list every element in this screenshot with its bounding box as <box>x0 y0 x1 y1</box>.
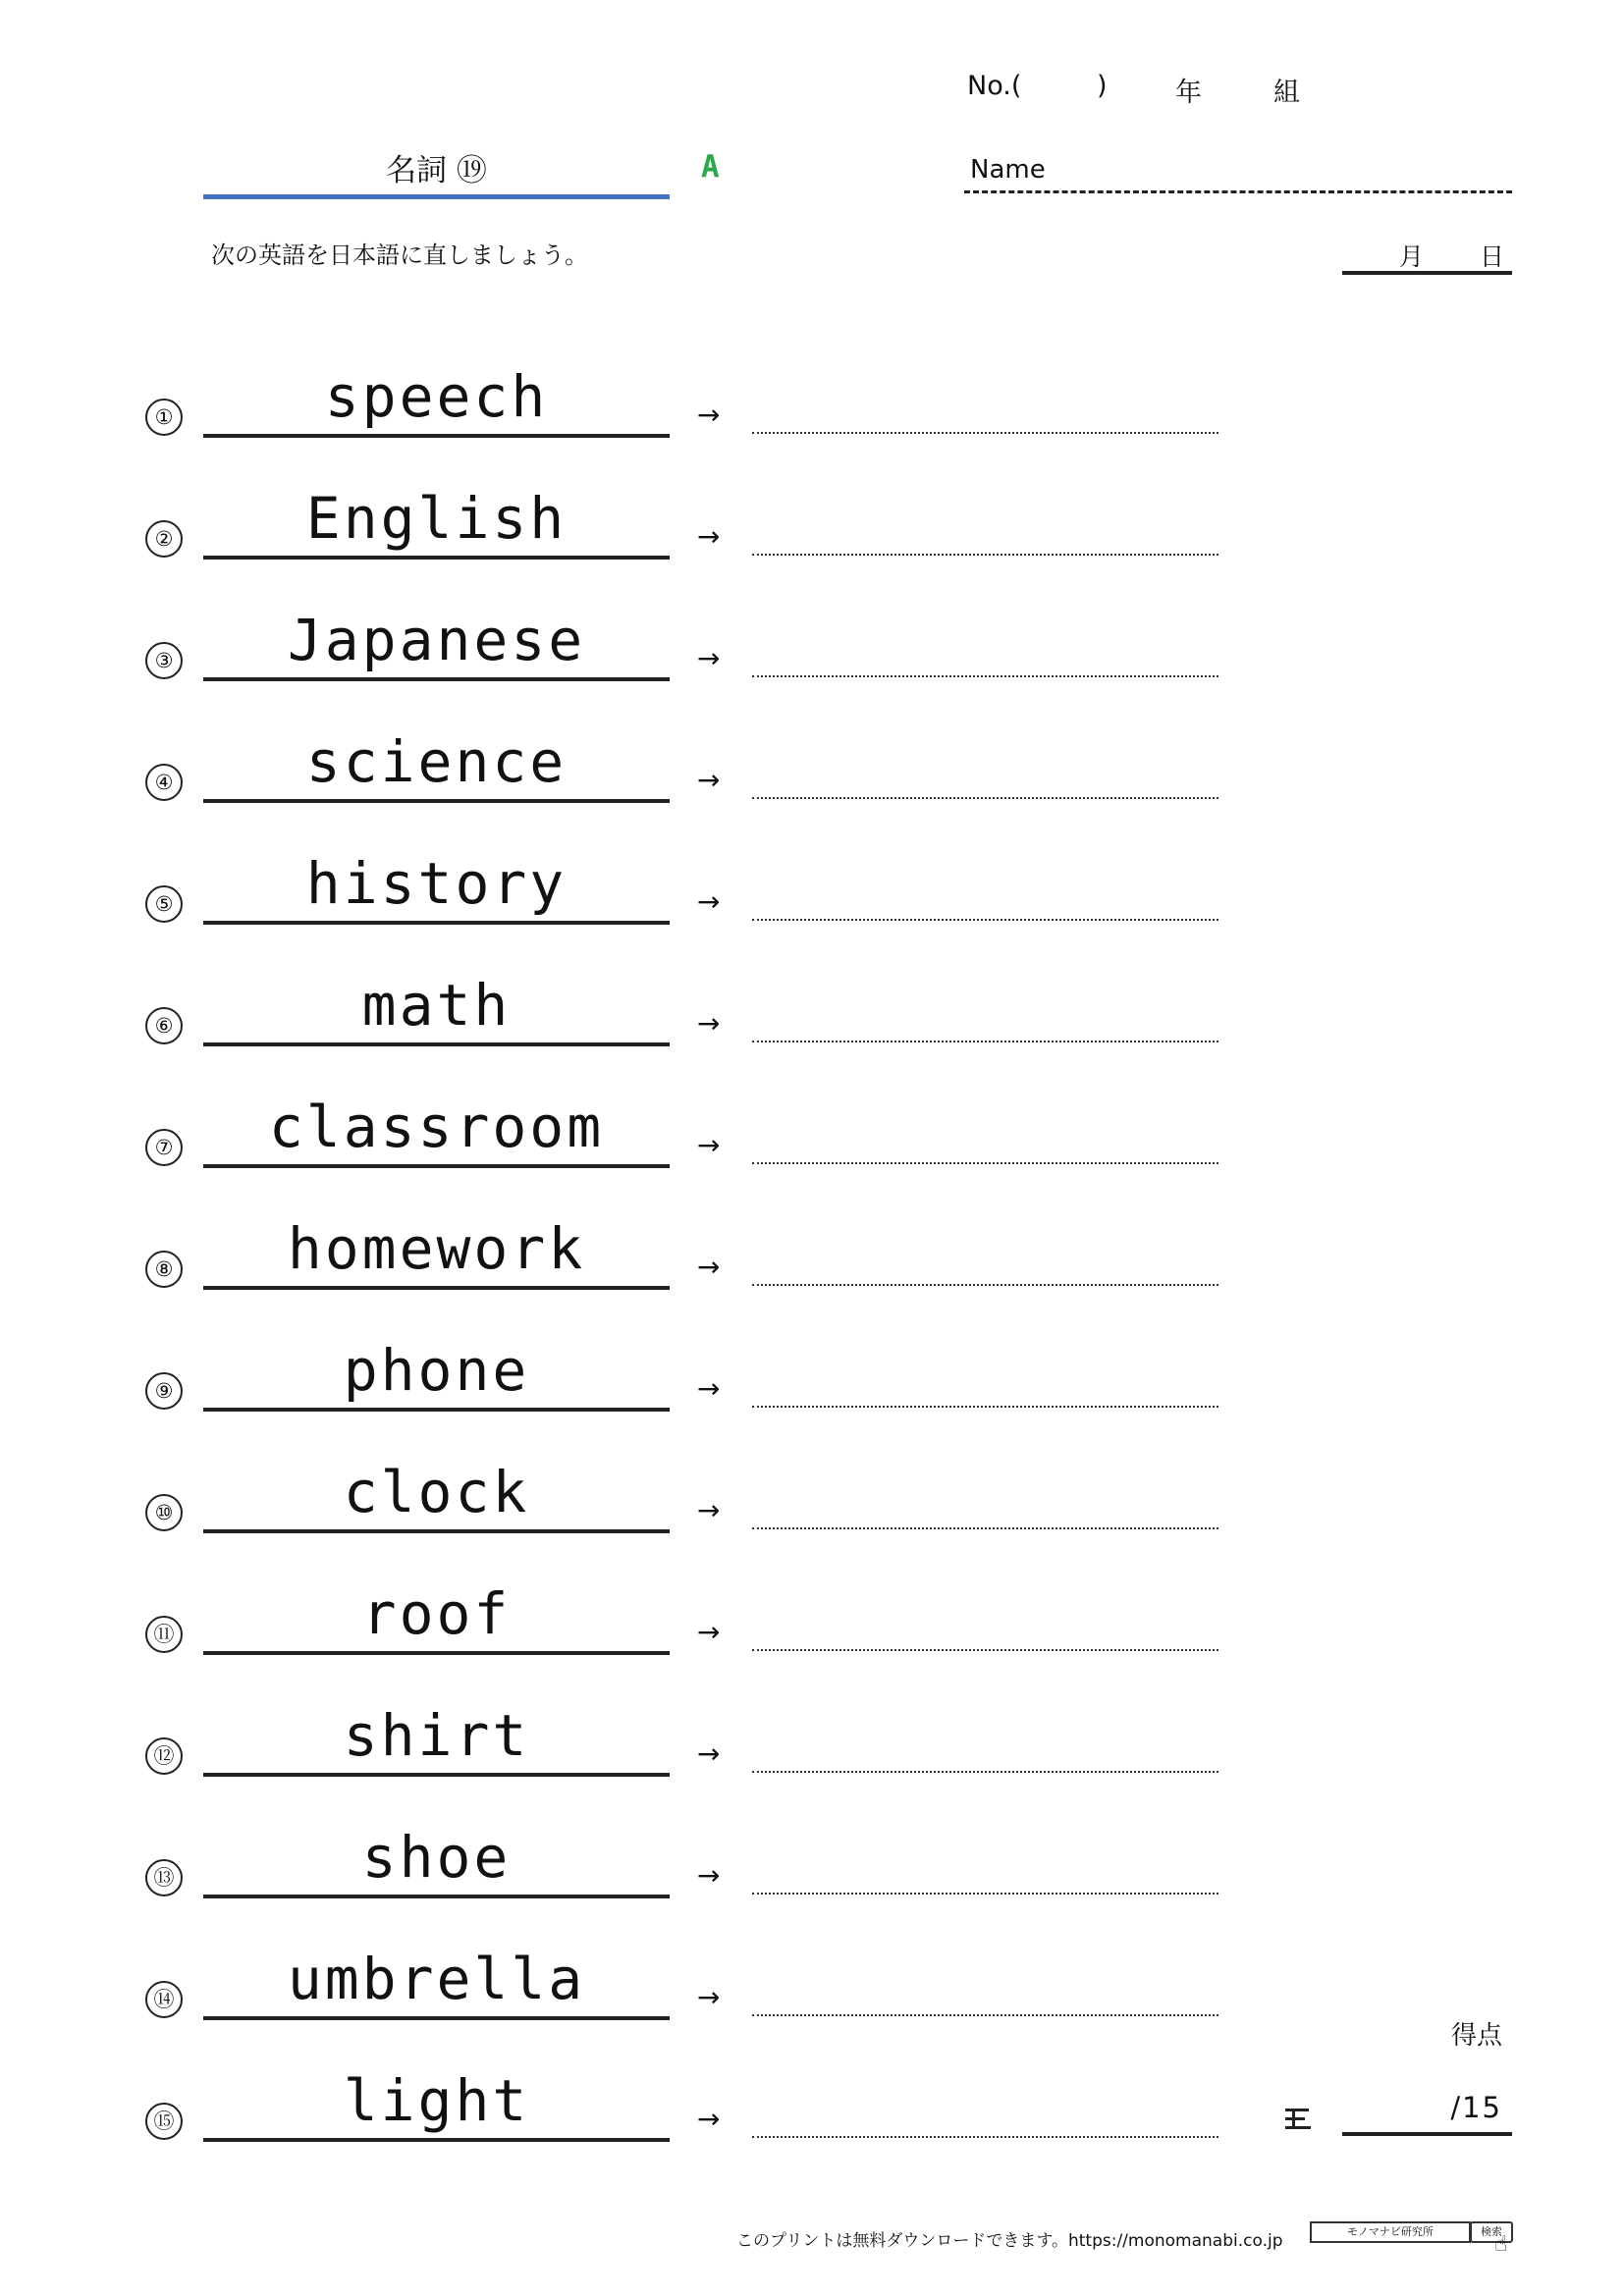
arrow-icon: → <box>697 1129 721 1161</box>
question-row <box>0 1942 1624 2063</box>
version-label: A <box>701 149 720 185</box>
question-row <box>0 724 1624 846</box>
answer-line[interactable] <box>752 1893 1218 1895</box>
score-label: 得点 <box>1451 2021 1503 2051</box>
answer-line[interactable] <box>752 1162 1218 1164</box>
question-number: ⑥ <box>145 1007 183 1044</box>
answer-line[interactable] <box>752 1771 1218 1773</box>
answer-line[interactable] <box>752 1649 1218 1651</box>
english-word: math <box>203 968 670 1046</box>
instruction-text: 次の英語を日本語に直しましょう。 <box>211 241 588 269</box>
arrow-icon: → <box>697 885 721 918</box>
arrow-icon: → <box>697 1737 721 1770</box>
english-word: roof <box>203 1576 670 1655</box>
answer-line[interactable] <box>752 1284 1218 1286</box>
question-number: ⑧ <box>145 1251 183 1288</box>
answer-line[interactable] <box>752 675 1218 677</box>
question-row <box>0 481 1624 603</box>
question-row <box>0 846 1624 968</box>
answer-line[interactable] <box>752 2136 1218 2138</box>
answer-line[interactable] <box>752 1041 1218 1042</box>
question-number: ④ <box>145 764 183 801</box>
question-number: ⑪ <box>145 1616 183 1653</box>
number-close-paren: ) <box>1097 71 1108 101</box>
arrow-icon: → <box>697 520 721 553</box>
english-word: classroom <box>203 1090 670 1168</box>
year-label: 年 <box>1175 78 1202 108</box>
english-word: history <box>203 846 670 925</box>
date-field[interactable] <box>1342 238 1512 275</box>
question-number: ⑫ <box>145 1737 183 1775</box>
brand-search-box[interactable]: モノマナビ研究所 <box>1310 2221 1471 2243</box>
english-word: English <box>203 481 670 560</box>
worksheet-title: 名詞 ⑲ <box>386 153 487 188</box>
english-word: speech <box>203 359 670 438</box>
answer-line[interactable] <box>752 1527 1218 1529</box>
question-number: ⑤ <box>145 885 183 923</box>
english-word: shoe <box>203 1820 670 1898</box>
english-word: Japanese <box>203 603 670 681</box>
arrow-icon: → <box>697 1616 721 1648</box>
question-row <box>0 968 1624 1090</box>
question-number: ⑮ <box>145 2103 183 2140</box>
arrow-icon: → <box>697 399 721 431</box>
answer-line[interactable] <box>752 1406 1218 1408</box>
number-label: No.( <box>967 71 1022 101</box>
english-word: science <box>203 724 670 803</box>
name-field[interactable] <box>964 155 1512 193</box>
answer-line[interactable] <box>752 2014 1218 2016</box>
arrow-icon: → <box>697 1251 721 1283</box>
question-number: ⑭ <box>145 1981 183 2018</box>
english-word: phone <box>203 1333 670 1412</box>
question-row <box>0 1333 1624 1455</box>
month-label: 月 <box>1399 242 1425 271</box>
english-word: shirt <box>203 1698 670 1777</box>
english-word: umbrella <box>203 1942 670 2020</box>
brand-logo-icon <box>1283 2106 1313 2133</box>
arrow-icon: → <box>697 2103 721 2135</box>
arrow-icon: → <box>697 1859 721 1892</box>
answer-line[interactable] <box>752 797 1218 799</box>
arrow-icon: → <box>697 1494 721 1526</box>
question-row <box>0 1576 1624 1698</box>
class-label: 組 <box>1273 78 1300 108</box>
footer-download-text: このプリントは無料ダウンロードできます。https://monomanabi.co.jp <box>736 2231 1283 2251</box>
question-number: ⑨ <box>145 1372 183 1410</box>
question-number: ③ <box>145 642 183 679</box>
question-number: ⑦ <box>145 1129 183 1166</box>
answer-line[interactable] <box>752 432 1218 434</box>
question-number: ⑩ <box>145 1494 183 1531</box>
question-row <box>0 1820 1624 1942</box>
pointer-hand-icon: ☝ <box>1494 2232 1508 2257</box>
question-number: ⑬ <box>145 1859 183 1896</box>
english-word: homework <box>203 1211 670 1290</box>
score-total: /15 <box>1450 2091 1502 2124</box>
english-word: light <box>203 2063 670 2142</box>
answer-line[interactable] <box>752 919 1218 921</box>
question-row <box>0 1455 1624 1576</box>
arrow-icon: → <box>697 1372 721 1405</box>
search-button[interactable]: 検索 <box>1470 2221 1513 2243</box>
arrow-icon: → <box>697 642 721 674</box>
day-label: 日 <box>1480 242 1505 271</box>
worksheet-title-area <box>203 145 670 199</box>
question-number: ① <box>145 399 183 436</box>
question-row <box>0 1211 1624 1333</box>
name-label: Name <box>970 155 1046 185</box>
question-row <box>0 1090 1624 1211</box>
question-row <box>0 359 1624 481</box>
arrow-icon: → <box>697 1007 721 1040</box>
score-field[interactable] <box>1342 2091 1512 2136</box>
question-number: ② <box>145 520 183 558</box>
question-row <box>0 603 1624 724</box>
arrow-icon: → <box>697 1981 721 2013</box>
answer-line[interactable] <box>752 554 1218 556</box>
arrow-icon: → <box>697 764 721 796</box>
question-row <box>0 1698 1624 1820</box>
english-word: clock <box>203 1455 670 1533</box>
